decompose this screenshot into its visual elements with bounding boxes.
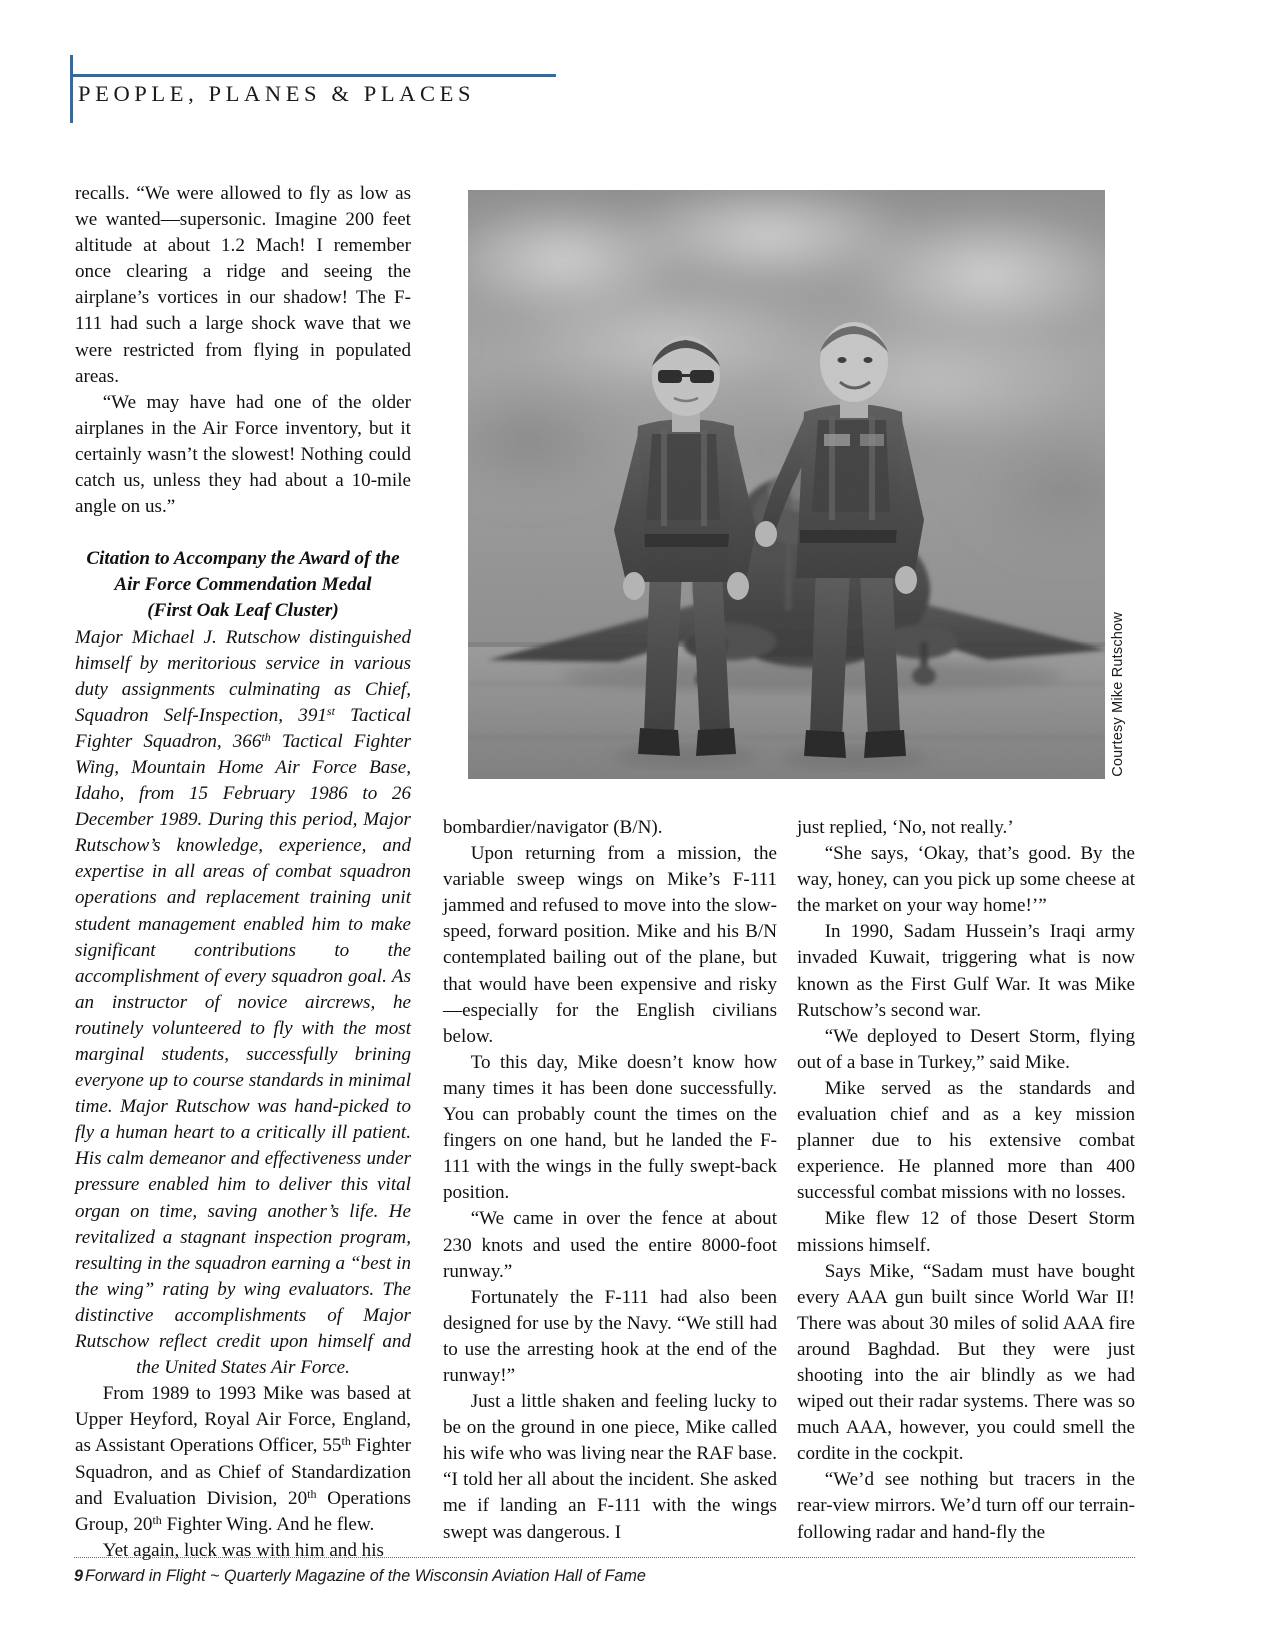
paragraph: “She says, ‘Okay, that’s good. By the way, honey, can you pick up some cheese at the market on your way home!’” xyxy=(797,843,1135,917)
header-vertical-rule xyxy=(70,55,73,123)
paragraph: bombardier/navigator (B/N). xyxy=(443,817,663,838)
paragraph-part-4: Fighter Wing. And he flew. xyxy=(161,1513,375,1535)
photo-figure xyxy=(468,190,1105,779)
citation-body xyxy=(75,625,411,1382)
paragraph: “We may have had one of the older airplanes in the Air Force inventory, but it certainly wasn’t the slowest! Nothing could catch us, unless they had about a 10-mile angle on us.” xyxy=(75,391,411,518)
citation-body-part-2: Tactical Fighter Squadron, 366 xyxy=(75,704,411,752)
ordinal-suffix: th xyxy=(307,1486,317,1501)
citation-body-part-1: Major Michael J. Rutschow distinguished himself by meritorious service in various duty assignments culminating as Chief, Squadron Self-Inspection, 391 xyxy=(75,626,411,726)
footer xyxy=(74,1567,646,1586)
photo-credit: Courtesy Mike Rutschow xyxy=(1110,612,1126,777)
citation-body-part-3: Tactical Fighter Wing, Mountain Home Air Force Base, Idaho, from 15 February 1986 to 26 December 1989. During this period, Major Rutschow’s knowledge, experience, and expertise in all areas of combat squadron operations and replacement training unit student management enabled him to make significant contributions to the accomplishment of every squadron goal. As an instructor of novice aircrews, he routinely volunteered to fly with the most marginal students, successfully brining everyone up to course standards in minimal time. Major Rutschow was hand-picked to fly a human heart to a critically ill patient. His calm demeanor and effectiveness under pressure enabled him to deliver this vital organ on time, saving another’s life. He revitalized a stagnant inspection program, resulting in the squadron earning a “best in the wing” rating by wing evaluators. The distinctive accomplishments of Major Rutschow reflect credit upon himself and the United States Air Force. xyxy=(75,730,411,1379)
text-column-3 xyxy=(797,815,1135,1546)
section-title: PEOPLE, PLANES & PLACES xyxy=(78,81,476,106)
ordinal-suffix: th xyxy=(261,729,271,744)
ordinal-suffix: th xyxy=(152,1512,162,1527)
text-column-2 xyxy=(443,815,777,1546)
ordinal-suffix: th xyxy=(341,1434,351,1449)
ordinal-suffix: st xyxy=(326,703,335,718)
citation-heading-line-2: Air Force Commendation Medal xyxy=(114,574,372,596)
paragraph: To this day, Mike doesn’t know how many times it has been done successfully. You can probably count the times on the fingers on one hand, but he landed the F-111 with the wings in the fully swept-back position. xyxy=(443,1051,777,1204)
paragraph: recalls. “We were allowed to fly as low as we wanted—supersonic. Imagine 200 feet altitude at about 1.2 Mach! I remember once clearing a ridge and seeing the airplane’s vortices in our shadow! The F-111 had such a large shock wave that we were restricted from flying in populated areas. xyxy=(75,183,411,387)
paragraph-part-1: From 1989 to 1993 Mike was based at Upper Heyford, Royal Air Force, England, as Assistant Operations Officer, 55 xyxy=(75,1383,411,1457)
paragraph: Says Mike, “Sadam must have bought every AAA gun built since World War II! There was about 30 miles of solid AAA fire around Baghdad. But they were just shooting into the air blindly as we had wiped out their radar systems. There was so much AAA, however, you could smell the cordite in the cockpit. xyxy=(797,1260,1135,1465)
paragraph: Upon returning from a mission, the variable sweep wings on Mike’s F-111 jammed and refused to move into the slow-speed, forward position. Mike and his B/N contemplated bailing out of the plane, but that would have been expensive and risky—especially for the English civilians below. xyxy=(443,843,777,1047)
citation-heading-line-3: (First Oak Leaf Cluster) xyxy=(147,600,339,622)
paragraph: just replied, ‘No, not really.’ xyxy=(797,817,1014,838)
paragraph: Fortunately the F-111 had also been designed for use by the Navy. “We still had to use the arresting hook at the end of the runway!” xyxy=(443,1286,777,1386)
paragraph: “We deployed to Desert Storm, flying out of a base in Turkey,” said Mike. xyxy=(797,1025,1135,1073)
paragraph: Mike served as the standards and evaluation chief and as a key mission planner due to his extensive combat experience. He planned more than 400 successful combat missions with no losses. xyxy=(797,1077,1135,1204)
paragraph: Just a little shaken and feeling lucky to be on the ground in one piece, Mike called his wife who was living near the RAF base. “I told her all about the incident. She asked me if landing an F-111 with the wings swept was dangerous. I xyxy=(443,1391,777,1543)
footer-dotted-rule xyxy=(74,1557,1135,1558)
citation-block xyxy=(75,546,411,1381)
publication-line: Forward in Flight ~ Quarterly Magazine of the Wisconsin Aviation Hall of Fame xyxy=(85,1567,646,1585)
paragraph: “We’d see nothing but tracers in the rear-view mirrors. We’d turn off our terrain-following radar and hand-fly the xyxy=(797,1469,1135,1543)
paragraph: Yet again, luck was with him and his xyxy=(102,1539,384,1561)
text-column-1 xyxy=(75,181,411,1564)
header-horizontal-rule xyxy=(70,74,556,77)
paragraph: Mike flew 12 of those Desert Storm missions himself. xyxy=(797,1208,1135,1256)
page-number: 9 xyxy=(74,1567,84,1585)
paragraph xyxy=(75,1381,411,1538)
paragraph-part-3: Operations Group, 20 xyxy=(75,1487,411,1535)
paragraph: In 1990, Sadam Hussein’s Iraqi army invaded Kuwait, triggering what is now known as the First Gulf War. It was Mike Rutschow’s second war. xyxy=(797,921,1135,1021)
photo-image xyxy=(468,190,1105,779)
paragraph: “We came in over the fence at about 230 knots and used the entire 8000-foot runway.” xyxy=(443,1208,777,1282)
citation-heading-line-1: Citation to Accompany the Award of the xyxy=(86,548,400,570)
paragraph-part-2: Fighter Squadron, and as Chief of Standardization and Evaluation Division, 20 xyxy=(75,1435,411,1509)
